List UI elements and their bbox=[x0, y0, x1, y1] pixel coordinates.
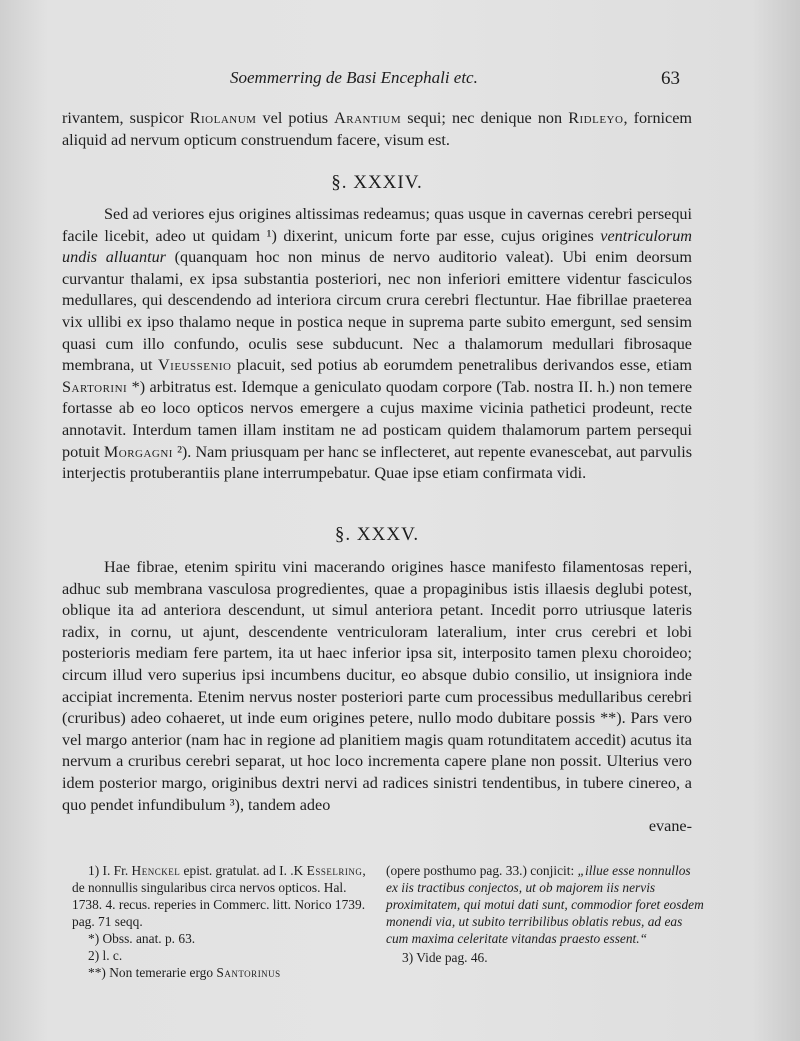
text-run: (opere posthumo pag. 33.) conjicit: bbox=[386, 863, 578, 878]
text-run: **) Non temerarie ergo bbox=[88, 965, 217, 980]
text-run: 1) I. Fr. bbox=[88, 863, 132, 878]
author-name: Riolanum bbox=[189, 109, 257, 127]
running-title: Soemmerring de Basi Encephali etc. bbox=[230, 68, 478, 87]
text-run: (quanquam hoc non minus de nervo auditorio valeat). Ubi enim deorsum curvantur thalami, ex ipsa substantia posteriori, nec non inferiori emittere videntur fasciculos medullares, qui descendendo ad interiora circum crura cerebri flectuntur. Hae fibrillae praeterea vix ullibi ex ipso thalamo neque in postica neque in suprema parte subito emergunt, sed sensim quasi cum illo confundo, oculis sese subducunt. Nec a thalamorum medullari fibrosaque membrana, ut bbox=[62, 248, 692, 375]
italic-quote: „illue esse nonnullos ex iis tractibus conjectos, ut ob majorem iis nervis proximitatem, qui motui dati sunt, commodior foret eosdem monendi via, ut subito terribilibus oblatis rebus, ad eas cum maxima celeritate vitandas praesto essent.“ bbox=[386, 863, 704, 946]
section-34-paragraph bbox=[62, 204, 692, 485]
text-run: sequi; nec denique non bbox=[401, 109, 569, 127]
author-name: Arantium bbox=[334, 109, 402, 127]
section-35-paragraph bbox=[62, 557, 692, 838]
author-name: Esselring bbox=[306, 863, 363, 878]
text-run: , de nonnullis singularibus circa nervos opticos. Hal. 1738. 4. recus. reperies in Commerc. litt. Norico 1739. pag. 71 seqq. bbox=[72, 863, 366, 929]
text-run: , fornicem aliquid ad nervum opticum construendum facere, visum est. bbox=[62, 109, 692, 149]
author-name: Santorinus bbox=[216, 965, 281, 980]
text-run: ²). Nam priusquam per hanc se inflecteret, aut repente evanescebat, aut parvulis interjectis protuberantiis plane interrumpebatur. Quae ipse etiam confirmata vidi. bbox=[62, 442, 692, 483]
footnote-item: 2) l. c. bbox=[88, 948, 123, 963]
text-run: epist. gratulat. ad I. bbox=[180, 863, 287, 878]
author-name: Sartorini bbox=[62, 377, 128, 396]
page-number: 63 bbox=[661, 68, 680, 89]
text-run: rivantem, suspicor bbox=[62, 109, 190, 127]
text-run: *) arbitratus est. Idemque a geniculato quodam corpore (Tab. nostra II. h.) non temere fortasse ab eo loco opticos nervos emergere a cujus maxime vicinia pathetici prodeunt, recte annotavit. Interdum tamen illam institam ne ad posticam quidem thalamorum partem persequi potuit bbox=[62, 377, 692, 461]
text-run: vel potius bbox=[256, 109, 335, 127]
continued-paragraph bbox=[62, 108, 692, 151]
author-name: Vieussenio bbox=[157, 356, 232, 375]
section-heading-35: §. XXXV. bbox=[334, 524, 420, 545]
text-run: placuit, sed potius ab eorumdem penetralibus derivandos esse, etiam bbox=[231, 356, 692, 375]
author-name: Ridleyo bbox=[568, 109, 624, 127]
section-heading-34: §. XXXIV. bbox=[331, 172, 423, 193]
author-name: Morgagni bbox=[103, 442, 173, 461]
catchword: evane- bbox=[648, 817, 692, 836]
italic-phrase: ventriculorum undis alluantur bbox=[62, 226, 692, 267]
footnote-item: 3) Vide pag. 46. bbox=[402, 950, 488, 965]
footnote-item: *) Obss. anat. p. 63. bbox=[88, 931, 196, 946]
text-run: .K bbox=[290, 863, 307, 878]
text-run: Sed ad veriores ejus origines altissimas redeamus; quas usque in cavernas cerebri persequi facile licebit, adeo ut quidam ¹) dixerint, unicum forte par esse, cujus origines bbox=[62, 205, 692, 245]
author-name: Henckel bbox=[131, 863, 181, 878]
footnotes-left bbox=[72, 862, 372, 981]
footnotes-right bbox=[386, 862, 704, 966]
section-35-text: Hae fibrae, etenim spiritu vini macerando origines hasce manifesto filamentosas reperi, adhuc sub membrana vasculosa progredientes, quae a propaginibus istis illaesis deglubi potest, oblique ita ad anteriora descendunt, ut simul anteriora petant. Incedit porro utriusque lateris radix, in cornu, ut ajunt, descendente ventriculoram lateralium, inter crus cerebri et lobi posterioris mediam fere partem, ita ut haec inferior ipsa sit, interposito tamen plexu choroideo; circum illud vero superius ipsi incumbens ducitur, eo absque dubio consilio, ut insigniora inde accipiat incrementa. Etenim nervus noster posteriori parte cum processibus medullaribus cerebri (cruribus) adeo cohaeret, ut inde eum origines petere, nullo modo dubitare possis **). Pars vero vel margo anterior (nam hac in regione ad planitiem magis quam rotunditatem accedit) acutus ita nervum a cruribus cerebri separat, ut hoc loco incrementa capere plane non possit. Ulterius vero idem posterior margo, originibus dextri nervi ad radices sinistri tendentibus, in tubere cinereo, a quo pendet infundibulum ³), tandem adeo bbox=[62, 558, 692, 814]
